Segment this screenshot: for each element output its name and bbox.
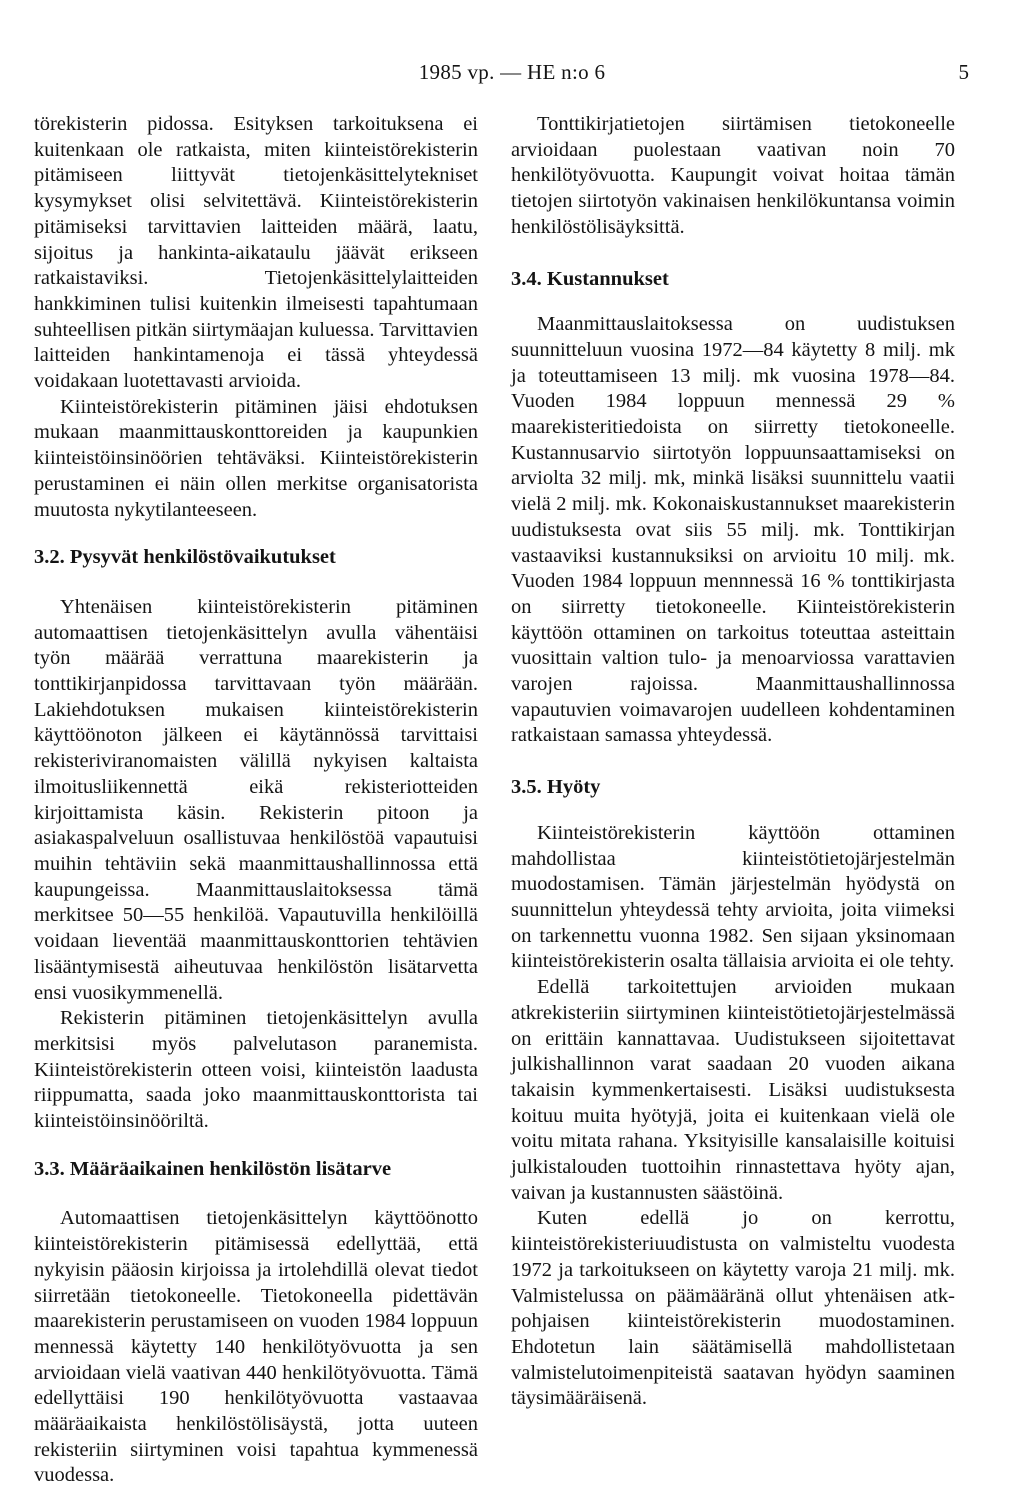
body-paragraph: törekisterin pidossa. Esityksen tarkoituksena ei kuitenkaan ole ratkaista, miten kiinteistörekisterin pitämiseen liittyvät tietojenkäsittelytekniset kysymykset olisi selvitettävä. Kiinteistörekisterin pitämiseksi tarvittavien laitteiden määrä, laatu, sijoitus ja hankinta-aikataulu jäävät erikseen ratkaistaviksi. Tietojenkäsittelylaitteiden hankkiminen tulisi kuitenkin ilmeisesti tapahtumaan suhteellisen pitkän siirtymäajan kuluessa. Tarvittavien laitteiden hankintamenoja ei tässä yhteydessä voidakaan luotettavasti arvioida.	[34, 113, 478, 393]
body-paragraph: Kiinteistörekisterin käyttöön ottaminen mahdollistaa kiinteistötietojärjestelmän muodostamisen. Tämän järjestelmän hyödystä on suunnittelun yhteydessä tehty arvioita, joita viimeksi on tarkennettu vuonna 1982. Sen sijaan yksinomaan kiinteistörekisterin osalta tällaisia arvioita ei ole tehty.	[511, 821, 955, 973]
body-paragraph: Yhtenäisen kiinteistörekisterin pitäminen automaattisen tietojenkäsittelyn avulla vähentäisi työn määrää verrattuna maarekisterin ja tonttikirjanpidossa tarvittavaan työn määrään. Lakiehdotuksen mukaisen kiinteistörekisterin käyttöönoton jälkeen ei käytännössä tarvittaisi rekisteriviranomaisten välillä nykyisen kaltaista ilmoitusliikennettä eikä rekisteriotteiden kirjoittamista käsin. Rekisterin pitoon ja asiakaspalveluun osallistuvaa henkilöstöä vapautuisi muihin tehtäviin sekä maanmittaushallinnossa että kaupungeissa. Maanmittauslaitoksessa tämä merkitsee 50—55 henkilöä. Vapautuvilla henkilöillä voidaan lieventää maanmittauskonttorien tehtävien lisääntymisestä aiheutuvaa henkilöstön lisätarvetta ensi vuosikymmenellä.	[34, 595, 478, 1004]
body-paragraph: Maanmittauslaitoksessa on uudistuksen suunnitteluun vuosina 1972—84 käytetty 8 milj. mk ja toteuttamiseen 13 milj. mk vuosina 1978—84. Vuoden 1984 loppuun mennessä 29 % maarekisteritiedoista on siirretty tietokoneelle. Kustannusarvio siirtotyön loppuunsaattamiseksi on arviolta 32 milj. mk, minkä lisäksi suunnittelu vaatii vielä 2 milj. mk. Kokonaiskustannukset maarekisterin uudistuksesta ovat siis 55 milj. mk. Tonttikirjan vastaaviksi kustannuksiksi on arvioitu 10 milj. mk. Vuoden 1984 loppuun mennnessä 16 % tonttikirjasta on siirretty tietokoneelle. Kiinteistörekisterin käyttöön ottaminen on tarkoitus toteuttaa asteittain vuosittain valtion tulo- ja menoarviossa varattavien varojen rajoissa. Maanmittaushallinnossa vapautuvien voimavarojen uudelleen kohdentaminen ratkaistaan samassa yhteydessä.	[511, 313, 955, 747]
running-head: 1985 vp. — HE n:o 6	[418, 60, 606, 84]
body-paragraph: Kiinteistörekisterin pitäminen jäisi ehdotuksen mukaan maanmittauskonttoreiden ja kaupunkien kiinteistöinsinöörien tehtäväksi. Kiinteistörekisterin perustaminen ei näin ollen merkitse organisatorista muutosta nykytilanteeseen.	[34, 395, 478, 521]
body-paragraph: Tonttikirjatietojen siirtämisen tietokoneelle arvioidaan puolestaan vaativan noin 70 henkilötyövuotta. Kaupungit voivat hoitaa tämän tietojen siirtotyön vakinaisen henkilökuntansa voimin henkilöstölisäyksittä.	[511, 113, 955, 238]
page-header	[0, 60, 1024, 90]
right-column	[511, 112, 955, 1412]
body-paragraph: Kuten edellä jo on kerrottu, kiinteistörekisteriuudistusta on valmisteltu vuodesta 1972 ja tarkoitukseen on käytetty varoja 21 milj. mk. Valmistelussa on päämääränä ollut yhtenäisen atk-pohjaisen kiinteistörekisterin muodostaminen. Ehdotetun lain säätämisellä mahdollistetaan valmistelutoimenpiteistä saatavan hyödyn saaminen täysimääräisenä.	[511, 1207, 955, 1410]
body-paragraph: Edellä tarkoitettujen arvioiden mukaan atkrekisteriin siirtyminen kiinteistötietojärjestelmässä on erittäin kannattavaa. Uudistukseen sijoitettavat julkishallinnon varat saadaan 20 vuoden aikana takaisin kymmenkertaisesti. Lisäksi uudistuksesta koituu muita hyötyjä, joita ei kuitenkaan vielä ole voitu mitata rahana. Yksityisille kansalaisille koituisi julkistalouden tuottoihin rinnastettava hyöty ajan, vaivan ja kustannusten säästöinä.	[511, 976, 955, 1204]
body-paragraph: Rekisterin pitäminen tietojenkäsittelyn avulla merkitsisi myös palvelutason paranemista. Kiinteistörekisterin otteen voisi, kiinteistön laadusta riippumatta, saada joko maanmittauskonttorista tai kiinteistöinsinööriltä.	[34, 1007, 478, 1133]
section-heading: 3.3. Määräaikainen henkilöstön lisätarve	[34, 1157, 392, 1180]
section-heading: 3.2. Pysyvät henkilöstövaikutukset	[34, 546, 336, 569]
left-column	[34, 112, 478, 1489]
page-number: 5	[958, 60, 969, 84]
section-heading: 3.5. Hyöty	[511, 776, 601, 799]
section-heading: 3.4. Kustannukset	[511, 267, 669, 290]
body-paragraph: Automaattisen tietojenkäsittelyn käyttöönotto kiinteistörekisterin pitämisessä edellyttää, että nykyisin pääosin kirjoissa ja irtolehdillä olevat tiedot siirretään tietokoneelle. Tietokoneella pidettävän maarekisterin perustamiseen on vuoden 1984 loppuun mennessä käytetty 140 henkilötyövuotta ja sen arvioidaan vielä vaativan 440 henkilötyövuotta. Tämä edellyttäisi 190 henkilötyövuotta vastaavaa määräaikaista henkilöstölisäystä, jotta uuteen rekisteriin siirtyminen voisi tapahtua kymmenessä vuodessa.	[34, 1207, 478, 1487]
